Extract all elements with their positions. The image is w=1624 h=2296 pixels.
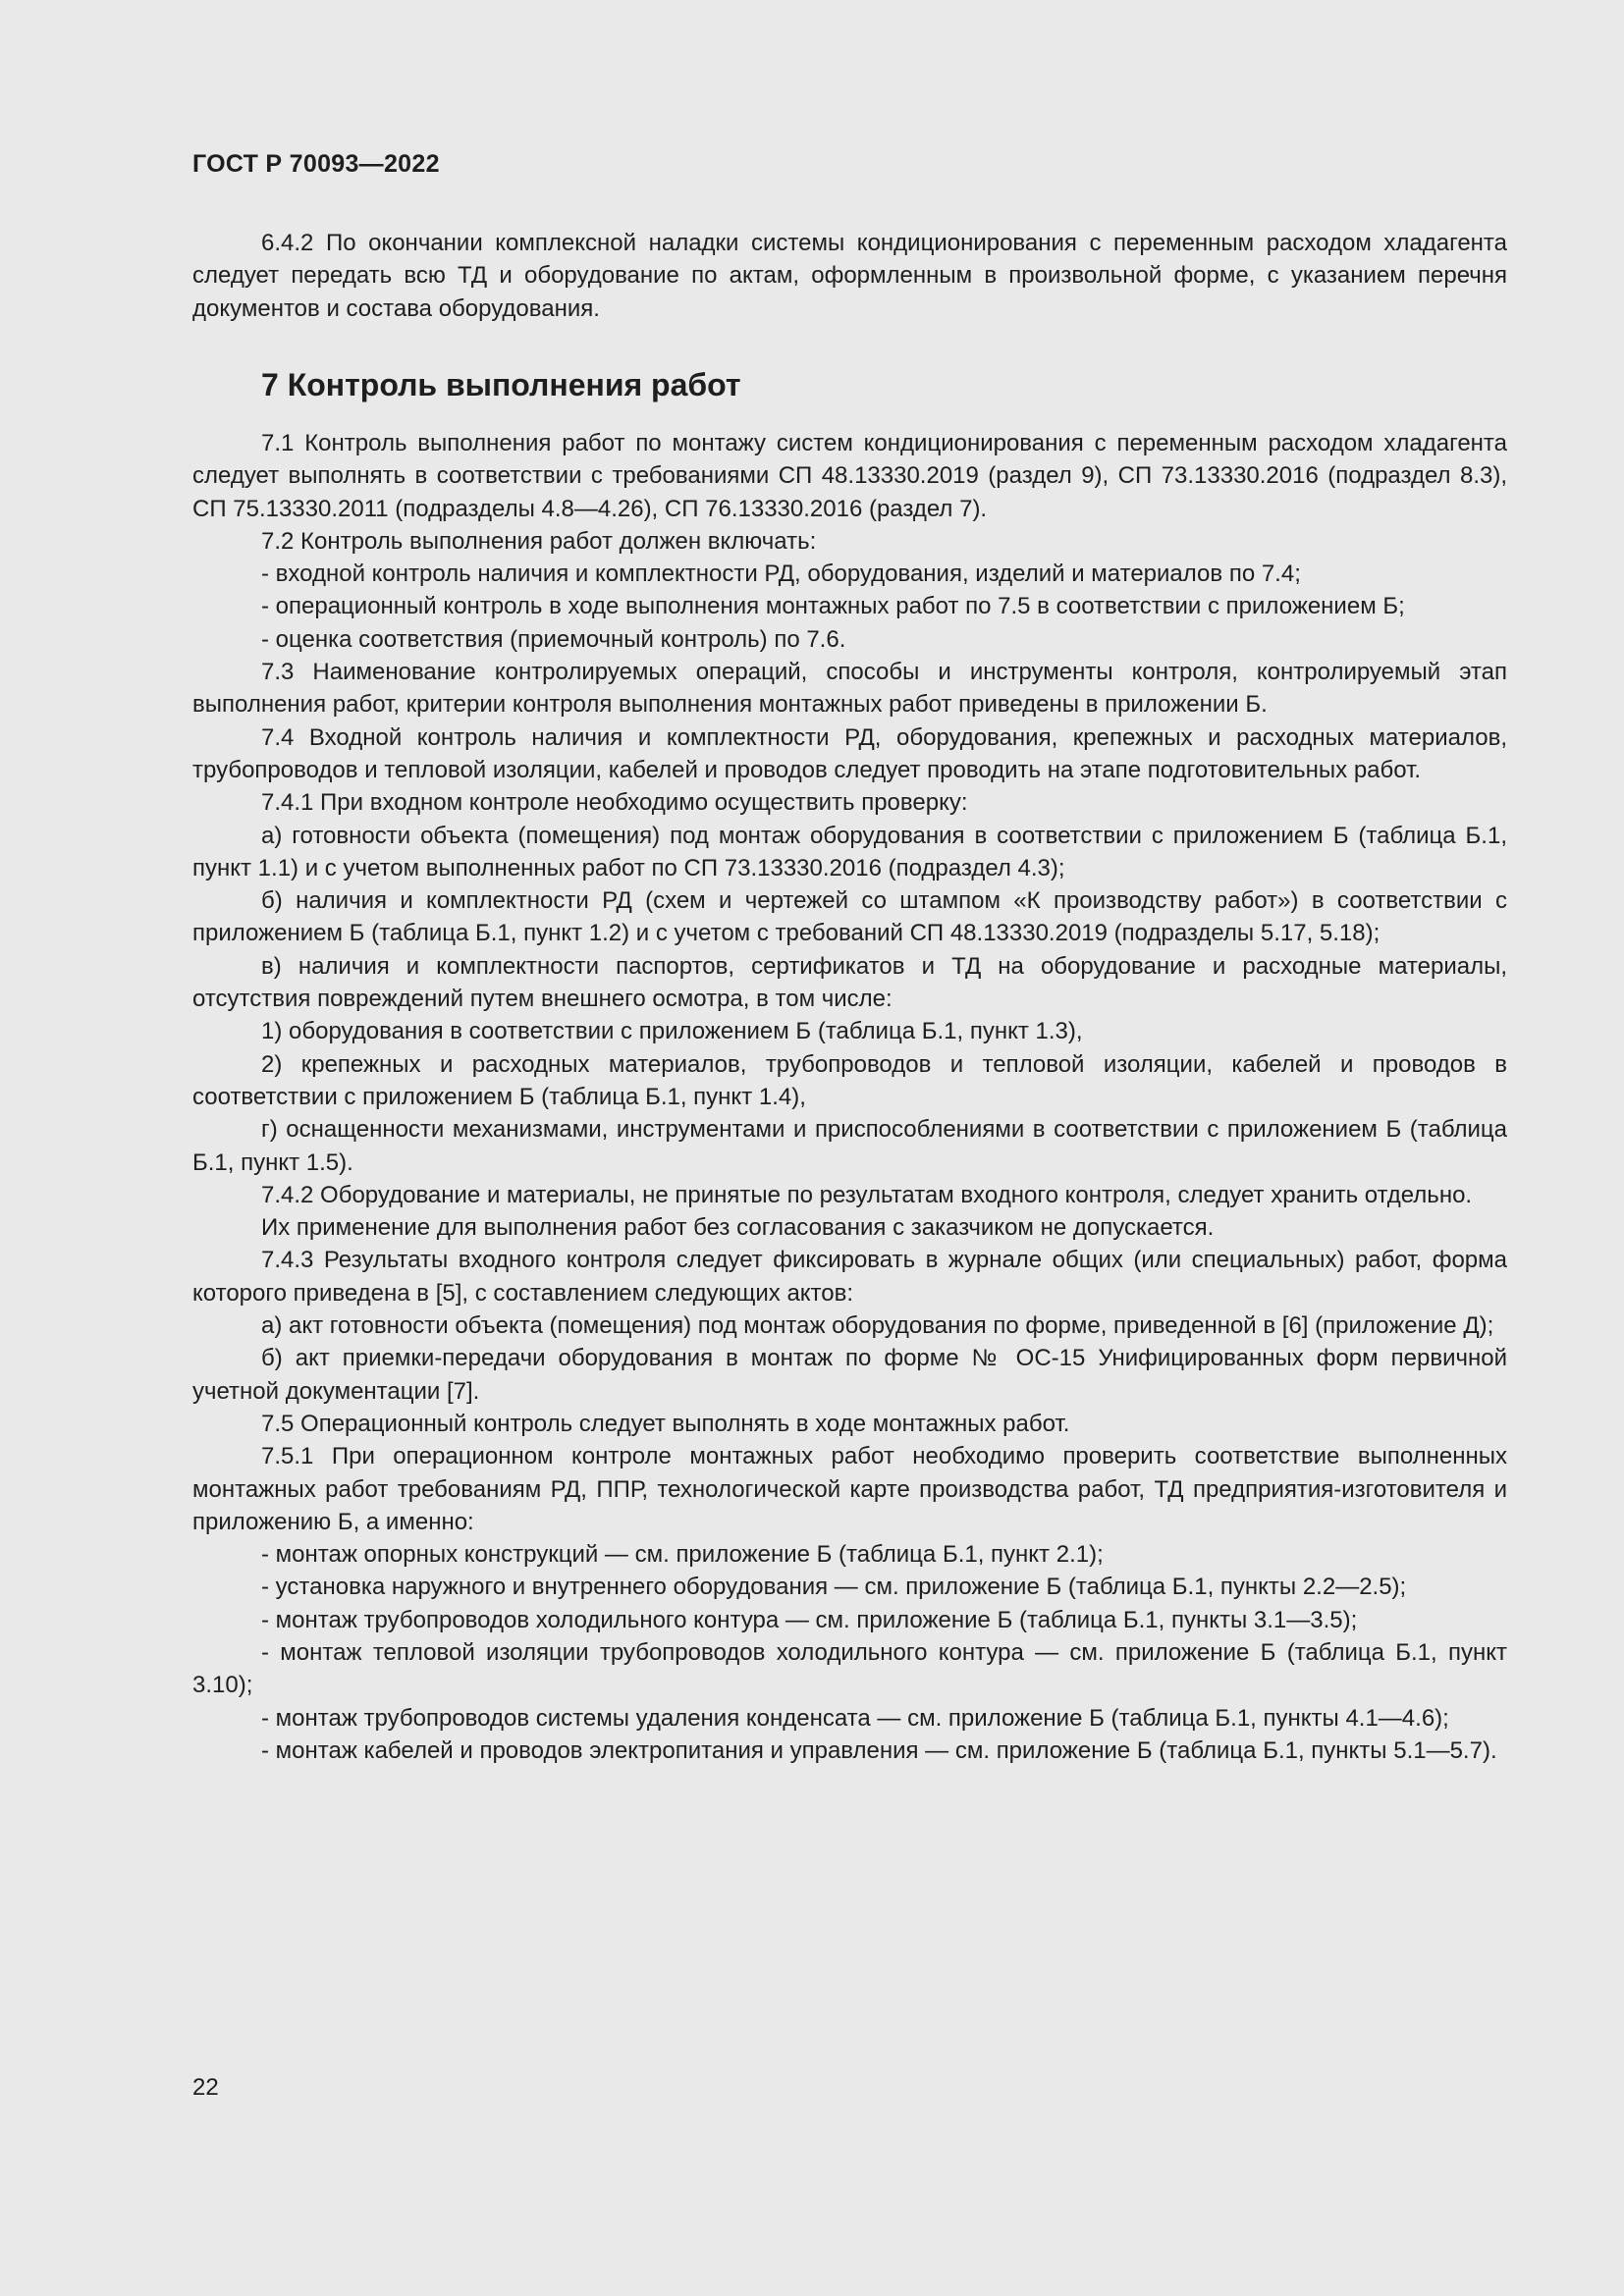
paragraph-7-4-2: 7.4.2 Оборудование и материалы, не принятые по результатам входного контроля, следует хранить отдельно. (261, 1181, 1473, 1208)
paragraph: Их применение для выполнения работ без согласования с заказчиком не допускается. (261, 1214, 1215, 1242)
list-item: - оценка соответствия (приемочный контроль) по 7.6. (261, 625, 846, 653)
document-header: ГОСТ Р 70093—2022 (192, 150, 440, 178)
paragraph-7-2: 7.2 Контроль выполнения работ должен включать: (261, 527, 817, 555)
list-item: а) акт готовности объекта (помещения) под монтаж оборудования по форме, приведенной в [6] (приложение Д); (261, 1312, 1494, 1340)
paragraph-7-5: 7.5 Операционный контроль следует выполнять в ходе монтажных работ. (261, 1410, 1070, 1437)
paragraph-7-4: 7.4 Входной контроль наличия и комплектности РД, оборудования, крепежных и расходных материалов, трубопроводов и тепловой изоляции, кабелей и проводов следует проводить на этапе подготовительных работ. (192, 723, 1507, 783)
list-item: - монтаж кабелей и проводов электропитания и управления — см. приложение Б (таблица Б.1, пункты 5.1—5.7). (261, 1736, 1497, 1764)
paragraph-7-5-1: 7.5.1 При операционном контроле монтажных работ необходимо проверить соответствие выполненных монтажных работ требованиям РД, ППР, технологической карте производства работ, ТД предприятия-изготовителя и приложению Б, а именно: (192, 1443, 1507, 1535)
list-item: б) акт приемки-передачи оборудования в монтаж по форме № ОС-15 Унифицированных форм первичной учетной документации [7]. (192, 1345, 1507, 1405)
paragraph-7-3: 7.3 Наименование контролируемых операций, способы и инструменты контроля, контролируемый этап выполнения работ, критерии контроля выполнения монтажных работ приведены в приложении Б. (192, 659, 1507, 719)
list-item: б) наличия и комплектности РД (схем и чертежей со штампом «К производству работ») в соответствии с приложением Б (таблица Б.1, пункт 1.2) и с учетом с требований СП 48.13330.2019 (подразделы 5.17, 5.18); (192, 887, 1507, 947)
paragraph-7-4-3: 7.4.3 Результаты входного контроля следует фиксировать в журнале общих (или специальных) работ, форма которого приведена в [5], с составлением следующих актов: (192, 1247, 1507, 1307)
list-item: в) наличия и комплектности паспортов, сертификатов и ТД на оборудование и расходные материалы, отсутствия повреждений путем внешнего осмотра, в том числе: (192, 952, 1507, 1013)
list-item: - монтаж трубопроводов холодильного контура — см. приложение Б (таблица Б.1, пункты 3.1—3.5); (261, 1606, 1358, 1633)
list-item: а) готовности объекта (помещения) под монтаж оборудования в соответствии с приложением Б (таблица Б.1, пункт 1.1) и с учетом выполненных работ по СП 73.13330.2016 (подраздел 4.3); (192, 822, 1507, 881)
list-item: - операционный контроль в ходе выполнения монтажных работ по 7.5 в соответствии с приложением Б; (261, 593, 1405, 620)
list-item: - монтаж тепловой изоляции трубопроводов холодильного контура — см. приложение Б (таблица Б.1, пункт 3.10); (192, 1638, 1507, 1699)
list-item: - входной контроль наличия и комплектности РД, оборудования, изделий и материалов по 7.4; (261, 561, 1301, 588)
page-number: 22 (192, 2074, 219, 2101)
paragraph-7-4-1: 7.4.1 При входном контроле необходимо осуществить проверку: (261, 789, 968, 817)
intro-section (192, 227, 1507, 325)
section-heading: 7 Контроль выполнения работ (261, 367, 741, 402)
list-item: 2) крепежных и расходных материалов, трубопроводов и тепловой изоляции, кабелей и проводов в соответствии с приложением Б (таблица Б.1, пункт 1.4), (192, 1050, 1507, 1110)
paragraph-7-1: 7.1 Контроль выполнения работ по монтажу систем кондиционирования с переменным расходом хладагента следует выполнять в соответствии с требованиями СП 48.13330.2019 (раздел 9), СП 73.13330.2016 (подраздел 8.3), СП 75.13330.2011 (подразделы 4.8—4.26), СП 76.13330.2016 (раздел 7). (192, 430, 1507, 522)
section-body (192, 427, 1507, 1767)
paragraph-6-4-2: 6.4.2 По окончании комплексной наладки системы кондиционирования с переменным расходом хладагента следует передать всю ТД и оборудование по актам, оформленным в произвольной форме, с указанием перечня документов и состава оборудования. (192, 230, 1507, 322)
list-item: 1) оборудования в соответствии с приложением Б (таблица Б.1, пункт 1.3), (261, 1018, 1083, 1045)
list-item: г) оснащенности механизмами, инструментами и приспособлениями в соответствии с приложением Б (таблица Б.1, пункт 1.5). (192, 1116, 1507, 1176)
list-item: - монтаж опорных конструкций — см. приложение Б (таблица Б.1, пункт 2.1); (261, 1541, 1104, 1569)
list-item: - установка наружного и внутреннего оборудования — см. приложение Б (таблица Б.1, пункты 2.2—2.5); (261, 1574, 1407, 1601)
list-item: - монтаж трубопроводов системы удаления конденсата — см. приложение Б (таблица Б.1, пункты 4.1—4.6); (261, 1704, 1449, 1732)
